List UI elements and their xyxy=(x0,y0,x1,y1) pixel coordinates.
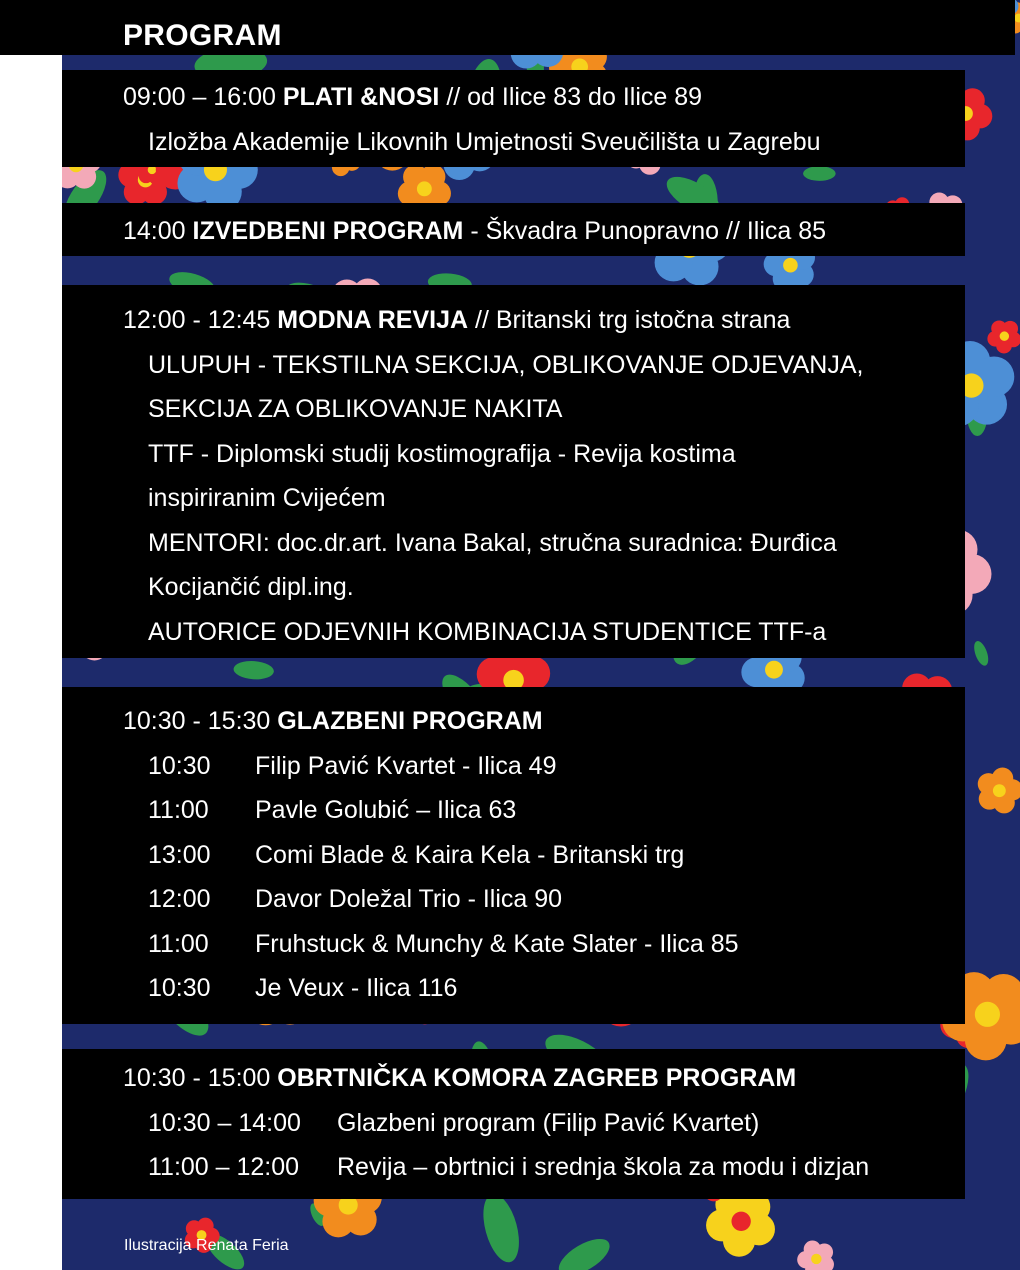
flower-center xyxy=(993,784,1006,797)
item-time: 11:00 xyxy=(148,796,209,824)
flower-center xyxy=(765,661,783,679)
flower-center xyxy=(811,1254,821,1264)
section-line: ULUPUH - TEKSTILNA SEKCIJA, OBLIKOVANJE ODJEVANJA, xyxy=(148,351,864,379)
section-title: MODNA REVIJA xyxy=(277,306,469,334)
section-line: AUTORICE ODJEVNIH KOMBINACIJA STUDENTICE TTF-a xyxy=(148,618,827,646)
list-item xyxy=(148,928,739,960)
section-title: GLAZBENI PROGRAM xyxy=(277,707,543,735)
item-time: 10:30 – 14:00 xyxy=(148,1109,301,1137)
page-title: PROGRAM xyxy=(123,19,282,52)
item-time: 13:00 xyxy=(148,841,211,869)
list-item xyxy=(148,839,684,871)
flower-center xyxy=(417,181,432,196)
item-text: Je Veux - Ilica 116 xyxy=(255,974,458,1002)
section-izvedbeni-header xyxy=(123,215,826,247)
item-text: Filip Pavić Kvartet - Ilica 49 xyxy=(255,752,557,780)
item-text: Revija – obrtnici i srednja škola za modu i dizjan xyxy=(337,1153,870,1181)
section-line: SEKCIJA ZA OBLIKOVANJE NAKITA xyxy=(148,395,563,423)
list-item xyxy=(148,750,557,782)
leaf-shape xyxy=(233,660,275,681)
item-text: Pavle Golubić – Ilica 63 xyxy=(255,796,517,824)
list-item xyxy=(148,794,516,826)
item-time: 10:30 xyxy=(148,752,211,780)
section-plati-nosi-header xyxy=(123,81,702,113)
leaf-shape xyxy=(971,639,991,667)
leaf-shape xyxy=(477,1190,526,1266)
section-obrtnicka-header xyxy=(123,1062,796,1094)
item-text: Davor Doležal Trio - Ilica 90 xyxy=(255,885,563,913)
item-time: 11:00 xyxy=(148,930,209,958)
section-time: 14:00 xyxy=(123,217,186,245)
section-time: 12:00 - 12:45 xyxy=(123,306,271,334)
header-bar xyxy=(0,0,1015,55)
list-item xyxy=(148,1151,869,1183)
section-time: 10:30 - 15:30 xyxy=(123,707,271,735)
section-glazbeni-header xyxy=(123,705,543,737)
section-title: PLATI &NOSI xyxy=(282,83,440,111)
list-item xyxy=(148,1107,759,1139)
illustration-credit: Ilustracija Renata Feria xyxy=(124,1237,289,1254)
section-time: 10:30 - 15:00 xyxy=(123,1064,271,1092)
item-time: 11:00 – 12:00 xyxy=(148,1153,300,1181)
list-item xyxy=(148,972,457,1004)
item-text: Glazbeni program (Filip Pavić Kvartet) xyxy=(337,1109,760,1137)
section-location: // Britanski trg istočna strana xyxy=(475,306,791,334)
section-line: inspiriranim Cvijećem xyxy=(148,484,386,512)
leaf-shape xyxy=(553,1232,615,1270)
list-item xyxy=(148,883,562,915)
section-line: Kocijančić dipl.ing. xyxy=(148,573,354,601)
flower-center xyxy=(783,258,798,273)
section-line: Izložba Akademije Likovnih Umjetnosti Sveučilišta u Zagrebu xyxy=(148,128,821,156)
section-line: TTF - Diplomski studij kostimografija - Revija kostima xyxy=(148,440,736,468)
flower-center xyxy=(975,1002,1000,1027)
leaf-shape xyxy=(803,166,836,181)
item-time: 10:30 xyxy=(148,974,211,1002)
item-text: Comi Blade & Kaira Kela - Britanski trg xyxy=(255,841,685,869)
section-line: MENTORI: doc.dr.art. Ivana Bakal, stručna suradnica: Đurđica xyxy=(148,529,837,557)
item-text: Fruhstuck & Munchy & Kate Slater - Ilica 85 xyxy=(255,930,739,958)
item-time: 12:00 xyxy=(148,885,211,913)
section-location: - Škvadra Punopravno // Ilica 85 xyxy=(470,217,827,245)
section-title: IZVEDBENI PROGRAM xyxy=(192,217,464,245)
section-time: 09:00 – 16:00 xyxy=(123,83,276,111)
section-location: // od Ilice 83 do Ilice 89 xyxy=(446,83,703,111)
section-modna-revija-header xyxy=(123,304,790,336)
flower-center xyxy=(731,1212,750,1231)
flower-center xyxy=(1000,331,1009,340)
section-title: OBRTNIČKA KOMORA ZAGREB PROGRAM xyxy=(277,1064,797,1092)
